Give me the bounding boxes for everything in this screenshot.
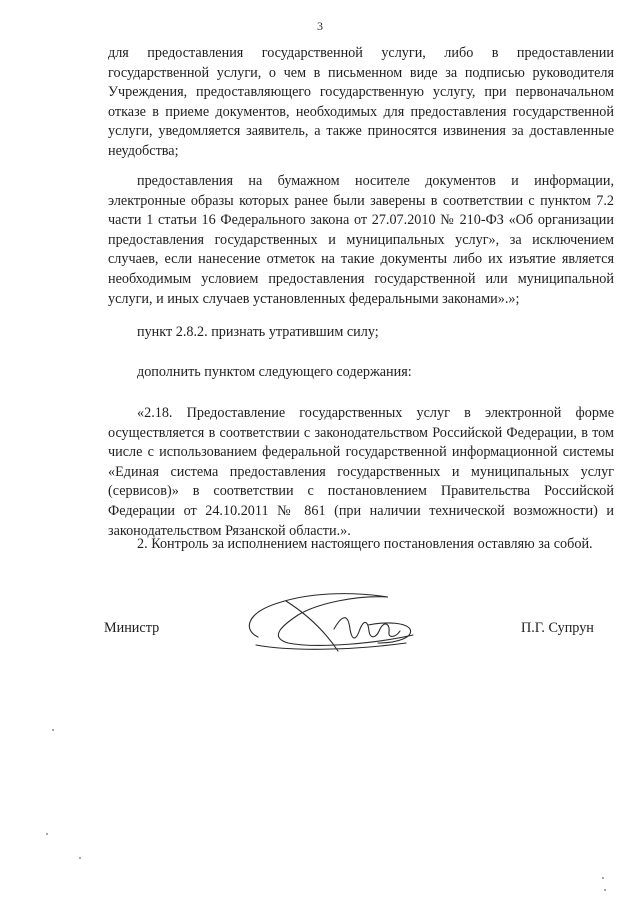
- paragraph-text: для предоставления государственной услуги, либо в предоставлении государственной услуги, о чем в письменном виде за подписью руководителя Учреждения, предоставляющего государственную услугу, при первоначальном отказе в приеме документов, необходимых для предоставления государственной услуги, уведомляется заявитель, а также приносятся извинения за доставленные неудобства;: [108, 45, 614, 159]
- paragraph-point-2-8-2: [137, 323, 537, 343]
- paragraph-text: пункт 2.8.2. признать утратившим силу;: [137, 324, 379, 340]
- paragraph-text: дополнить пунктом следующего содержания:: [137, 364, 412, 380]
- paragraph-paper-documents: [108, 172, 614, 309]
- paragraph-add-point: [137, 363, 537, 383]
- page-number: 3: [317, 19, 323, 33]
- paragraph-point-2-18: [108, 404, 614, 541]
- signer-position: Министр: [104, 620, 160, 636]
- paragraph-text: предоставления на бумажном носителе документов и информации, электронные образы которых ранее были заверены в соответствии с пунктом 7.2 части 1 статьи 16 Федерального закона от 27.07.2010 № 210-ФЗ «Об организации предоставления государственных и муниципальных услуг», за исключением случаев, если нанесение отметок на такие документы либо их изъятие является необходимым условием предоставления государственной или муниципальной услуги, и иных случаев установленных федеральными законами».»;: [108, 173, 614, 307]
- paragraph-text: «2.18. Предоставление государственных услуг в электронной форме осуществляется в соответствии с законодательством Российской Федерации, в том числе с использованием федеральной государственной информационной системы «Единая система предоставления государственных и муниципальных услуг (сервисов)» в соответствии с постановлением Правительства Российской Федерации от 24.10.2011 № 861 (при наличии технической возможности) и законодательством Рязанской области.».: [108, 405, 614, 539]
- signer-name: П.Г. Супрун: [521, 620, 594, 636]
- paragraph-control: [108, 535, 614, 555]
- handwritten-signature: [238, 585, 428, 665]
- paragraph-continuation: [108, 44, 614, 162]
- paragraph-text: 2. Контроль за исполнением настоящего постановления оставляю за собой.: [137, 536, 593, 552]
